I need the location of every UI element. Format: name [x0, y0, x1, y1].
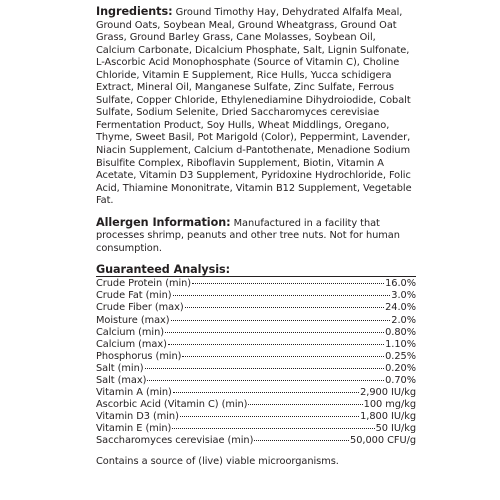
analysis-row-value: 50,000 CFU/g [350, 435, 416, 446]
analysis-row-value: 0.70% [385, 374, 416, 386]
analysis-row [96, 423, 416, 435]
analysis-row-name: Ascorbic Acid (Vitamin C) (min) [96, 398, 248, 410]
analysis-row-name: Saccharomyces cerevisiae (min) [96, 435, 254, 446]
dot-leader [147, 376, 384, 381]
analysis-row-value: 2,900 IU/kg [360, 386, 416, 398]
ingredients-section [96, 6, 416, 208]
analysis-row [96, 387, 416, 399]
nutrition-label-panel [96, 6, 416, 469]
analysis-row-name: Crude Protein (min) [96, 278, 192, 290]
guaranteed-analysis-table [96, 278, 416, 447]
dot-leader [168, 340, 384, 345]
analysis-row [96, 315, 416, 327]
analysis-row-name: Vitamin A (min) [96, 386, 172, 398]
dot-leader [171, 316, 391, 321]
dot-leader [172, 424, 374, 429]
dot-leader [165, 328, 384, 333]
analysis-row [96, 375, 416, 387]
analysis-row [96, 399, 416, 411]
guaranteed-analysis-heading: Guaranteed Analysis: [96, 264, 416, 277]
analysis-row-value: 16.0% [385, 278, 416, 290]
viable-microorganisms-note: Contains a source of (live) viable microorganisms. [96, 456, 339, 468]
analysis-row-name: Salt (min) [96, 362, 144, 374]
analysis-row-name: Phosphorus (min) [96, 350, 182, 362]
ingredients-text: Ground Timothy Hay, Dehydrated Alfalfa Meal, Ground Oats, Soybean Meal, Ground Wheatgrass, Ground Oat Grass, Ground Barley Grass, Cane Molasses, Soybean Oil, Calcium Carbonate, Dicalcium Phosphate, Salt, Lignin Sulfonate, L-Ascorbic Acid Monophosphate (Source of Vitamin C), Choline Chloride, Vitamin E Supplement, Rice Hulls, Yucca schidigera Extract, Mineral Oil, Manganese Sulfate, Zinc Sulfate, Ferrous Sulfate, Copper Chloride, Ethylenediamine Dihydroiodide, Cobalt Sulfate, Sodium Selenite, Dried Saccharomyces cerevisiae Fermentation Product, Soy Hulls, Wheat Middlings, Oregano, Thyme, Sweet Basil, Pot Marigold (Color), Peppermint, Lavender, Niacin Supplement, Calcium d-Pantothenate, Menadione Sodium Bisulfite Complex, Riboflavin Supplement, Biotin, Vitamin A Acetate, Vitamin D3 Supplement, Pyridoxine Hydrochloride, Folic Acid, Thiamine Mononitrate, Vitamin B12 Supplement, Vegetable Fat. [96, 7, 412, 207]
dot-leader [254, 436, 349, 441]
analysis-row-value: 1,800 IU/kg [360, 410, 416, 422]
analysis-row-name: Vitamin E (min) [96, 422, 172, 434]
analysis-row [96, 411, 416, 423]
dot-leader [248, 400, 362, 405]
analysis-row-value: 2.0% [391, 314, 416, 326]
analysis-row-name: Moisture (max) [96, 314, 170, 326]
analysis-row-name: Salt (max) [96, 374, 147, 386]
analysis-row-name: Crude Fat (min) [96, 290, 172, 302]
dot-leader [185, 303, 385, 308]
analysis-row-value: 3.0% [391, 290, 416, 302]
analysis-row-value: 1.10% [385, 338, 416, 350]
analysis-row-value: 0.20% [385, 362, 416, 374]
analysis-row-name: Crude Fiber (max) [96, 302, 184, 314]
dot-leader [145, 364, 385, 369]
analysis-row [96, 363, 416, 375]
analysis-row [96, 339, 416, 351]
allergen-section [96, 217, 416, 256]
analysis-row [96, 290, 416, 302]
analysis-row [96, 278, 416, 290]
analysis-row-name: Calcium (min) [96, 326, 165, 338]
analysis-row-value: 0.25% [385, 350, 416, 362]
allergen-heading: Allergen Information: [96, 215, 231, 229]
analysis-row-value: 0.80% [385, 326, 416, 338]
dot-leader [182, 352, 384, 357]
dot-leader [173, 291, 391, 296]
analysis-row-name: Vitamin D3 (min) [96, 410, 179, 422]
analysis-row [96, 435, 416, 447]
analysis-row [96, 351, 416, 363]
dot-leader [180, 412, 359, 417]
analysis-row-value: 100 mg/kg [363, 398, 416, 410]
ingredients-heading: Ingredients: [96, 5, 173, 18]
analysis-row-value: 24.0% [385, 302, 416, 314]
dot-leader [192, 279, 384, 284]
dot-leader [173, 388, 359, 393]
analysis-row [96, 302, 416, 314]
analysis-row-name: Calcium (max) [96, 338, 167, 350]
analysis-row [96, 327, 416, 339]
analysis-row-value: 50 IU/kg [375, 422, 416, 434]
allergen-text: Manufactured in a facility that processes shrimp, peanuts and other tree nuts. Not for human consumption. [96, 217, 400, 254]
